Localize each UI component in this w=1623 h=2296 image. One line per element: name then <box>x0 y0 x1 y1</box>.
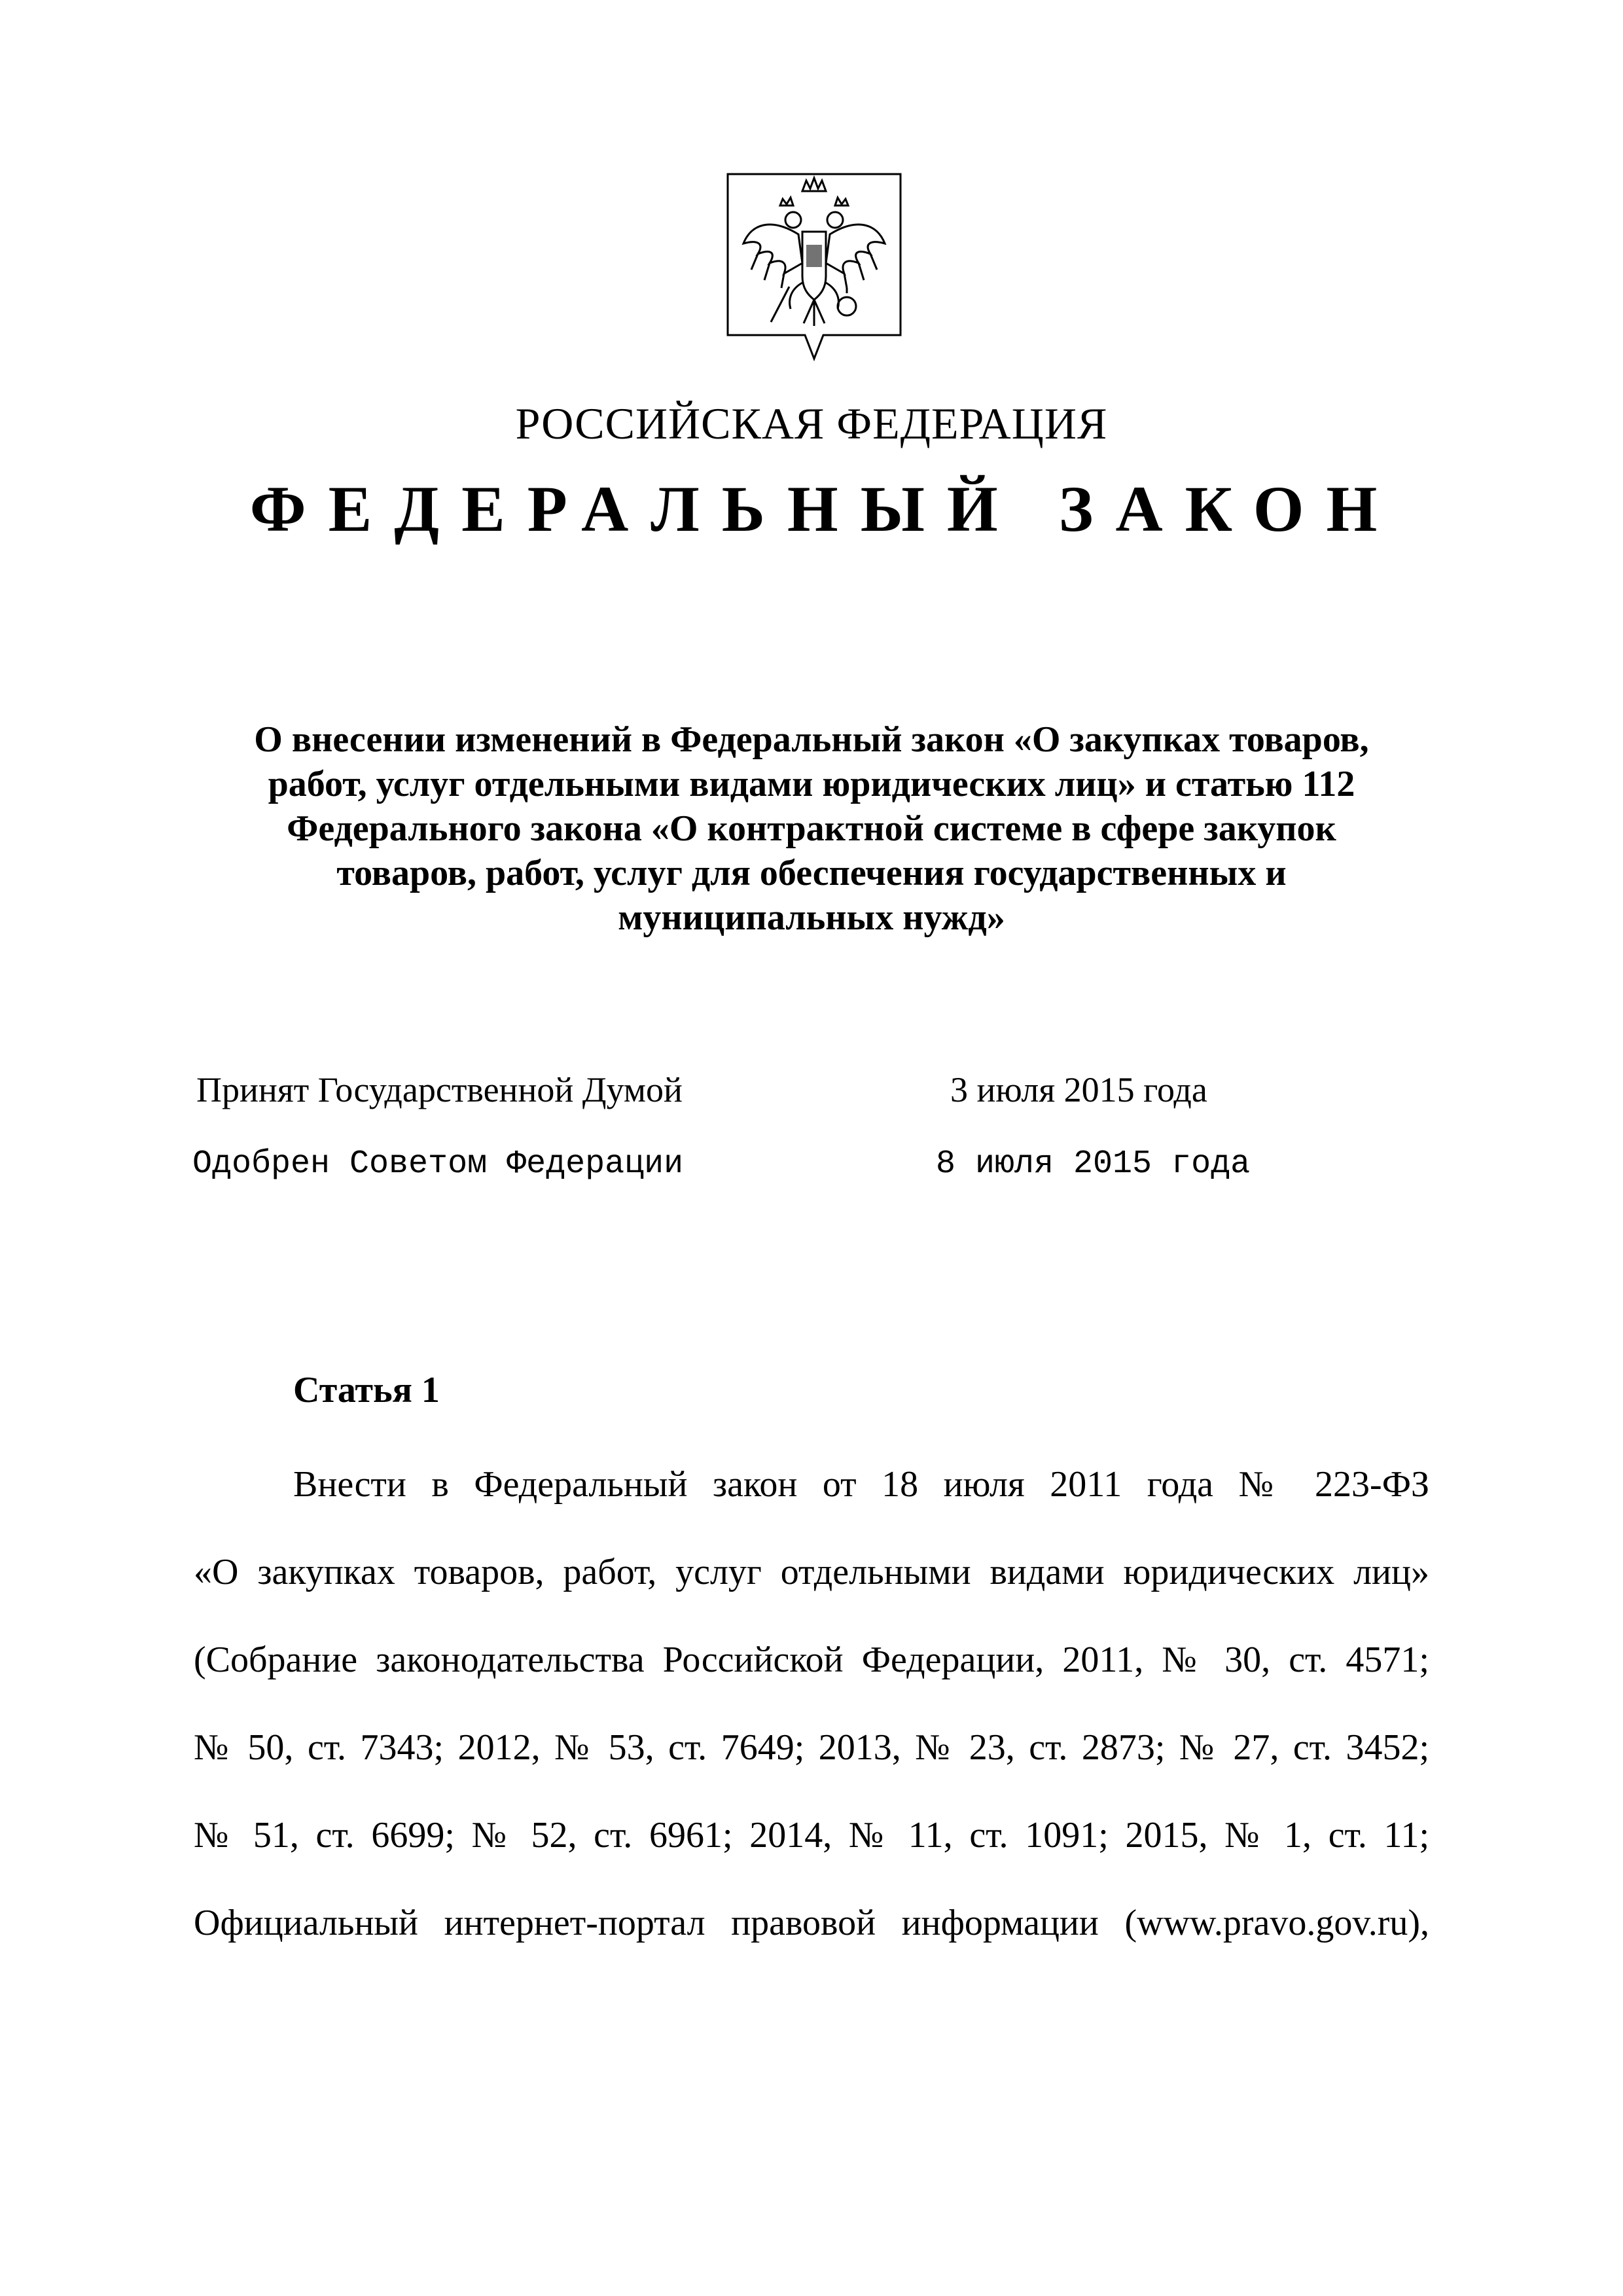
country-name: РОССИЙСКАЯ ФЕДЕРАЦИЯ <box>515 399 1108 448</box>
article-text-line: Официальный интернет-портал правовой информации (www.pravo.gov.ru), <box>194 1903 1429 1943</box>
council-approval-label: Одобрен Советом Федерации <box>192 1145 684 1183</box>
law-title <box>196 717 1427 940</box>
document-type: ФЕДЕРАЛЬНЫЙ ЗАКОН <box>249 473 1400 545</box>
duma-adoption-label: Принят Государственной Думой <box>196 1070 683 1109</box>
article-text-line: № 51, ст. 6699; № 52, ст. 6961; 2014, № 11, ст. 1091; 2015, № 1, ст. 11; <box>194 1815 1429 1856</box>
coat-of-arms-icon <box>725 171 903 365</box>
law-title-line: товаров, работ, услуг для обеспечения государственных и <box>336 853 1287 893</box>
article-text-line: (Собрание законодательства Российской Федерации, 2011, № 30, ст. 4571; <box>194 1640 1429 1680</box>
law-title-line: О внесении изменений в Федеральный закон «О закупках товаров, <box>254 719 1369 760</box>
law-title-line: работ, услуг отдельными видами юридических лиц» и статью 112 <box>268 764 1355 804</box>
law-title-line: Федерального закона «О контрактной системе в сфере закупок <box>287 808 1336 849</box>
council-approval-date: 8 июля 2015 года <box>936 1145 1251 1183</box>
article-heading: Статья 1 <box>293 1370 440 1410</box>
article-text-line: Внести в Федеральный закон от 18 июля 2011 года № 223-ФЗ <box>293 1464 1429 1505</box>
duma-adoption-date: 3 июля 2015 года <box>950 1070 1207 1109</box>
article-text-line: «О закупках товаров, работ, услуг отдельными видами юридических лиц» <box>194 1552 1429 1592</box>
law-title-line: муниципальных нужд» <box>618 897 1005 938</box>
article-text-line: № 50, ст. 7343; 2012, № 53, ст. 7649; 2013, № 23, ст. 2873; № 27, ст. 3452; <box>194 1727 1429 1768</box>
